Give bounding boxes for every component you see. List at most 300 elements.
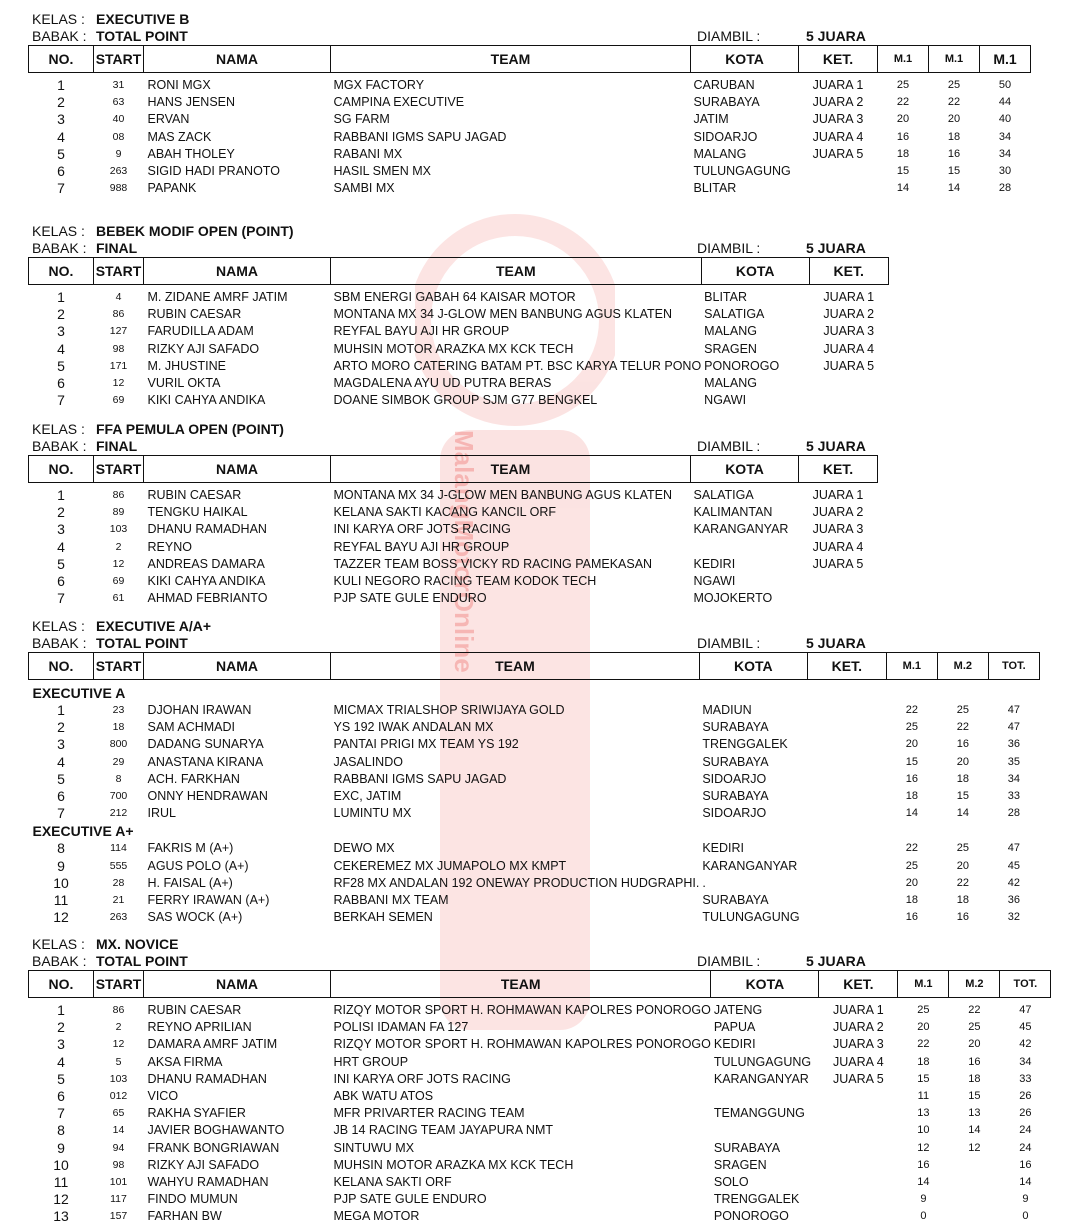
cell-ket <box>809 392 888 409</box>
cell-start: 988 <box>109 182 128 195</box>
table-row <box>29 1054 1051 1071</box>
cell-ket: JUARA 3 <box>812 522 864 537</box>
cell-no: 11 <box>53 1173 69 1190</box>
cell-kota: SALATIGA <box>693 488 754 503</box>
cell-m2: 18 <box>968 1072 981 1085</box>
table-row <box>29 180 1031 197</box>
cell-team: KELANA SAKTI ORF <box>333 1174 452 1189</box>
cell-total: 26 <box>1019 1090 1032 1103</box>
cell-nama: DHANU RAMADHAN <box>147 1071 267 1086</box>
table-row <box>29 146 1031 163</box>
cell-total: 44 <box>998 96 1012 109</box>
cell-ket: JUARA 2 <box>833 1020 884 1035</box>
watermark-text: MalangMotorOnline <box>449 430 479 673</box>
cell-nama: WAHYU RAMADHAN <box>147 1174 269 1189</box>
table-row <box>29 1191 1051 1208</box>
cell-team: RIZQY MOTOR SPORT H. ROHMAWAN KAPOLRES PONOROGO <box>333 1003 711 1018</box>
cell-team: TAZZER TEAM BOSS VICKY RD RACING PAMEKASAN <box>333 556 653 571</box>
cell-nama: FARUDILLA ADAM <box>147 324 254 339</box>
table-row <box>29 1002 1051 1019</box>
cell-m2: 12 <box>968 1141 981 1154</box>
cell-no: 5 <box>57 555 65 572</box>
table-row <box>29 487 878 504</box>
cell-ket <box>819 1088 898 1105</box>
diambil-label: DIAMBIL : <box>697 438 761 454</box>
cell-start: 800 <box>109 738 128 751</box>
table-row <box>29 289 889 306</box>
cell-no: 3 <box>57 521 65 538</box>
table-row <box>29 1140 1051 1157</box>
cell-m2: 16 <box>947 147 961 160</box>
kelas-value: MX. NOVICE <box>96 936 179 952</box>
header-kota: KOTA <box>701 258 809 285</box>
group-title: EXECUTIVE A+ <box>32 822 134 839</box>
cell-ket <box>819 1174 898 1191</box>
kelas-label: KELAS : <box>32 421 85 437</box>
cell-no: 2 <box>57 719 65 736</box>
cell-kota: MALANG <box>704 376 757 391</box>
table-row <box>29 77 1031 94</box>
cell-no: 6 <box>57 375 65 392</box>
cell-team: HRT GROUP <box>333 1054 409 1069</box>
cell-kota: MALANG <box>704 324 757 339</box>
cell-kota: KEDIRI <box>713 1037 756 1052</box>
cell-start: 08 <box>112 130 125 143</box>
header-kota: KOTA <box>699 653 807 680</box>
header-m2: M.2 <box>937 653 988 680</box>
header-no: NO. <box>29 971 94 998</box>
cell-kota: TRENGGALEK <box>702 737 788 752</box>
table-row <box>29 375 889 392</box>
table-row <box>29 1088 1051 1105</box>
cell-team: MGX FACTORY <box>333 78 425 93</box>
header-ket: KET. <box>807 653 886 680</box>
cell-nama: REYNO <box>147 539 192 554</box>
cell-no: 1 <box>57 487 65 504</box>
cell-kota: SURABAYA <box>702 892 769 907</box>
cell-nama: IRUL <box>147 806 176 821</box>
cell-team: BERKAH SEMEN <box>333 910 433 925</box>
cell-m1: 22 <box>905 842 918 855</box>
cell-start: 12 <box>112 1038 125 1051</box>
cell-team: JASALINDO <box>333 754 403 769</box>
cell-kota: KEDIRI <box>702 841 745 856</box>
diambil-value: 5 JUARA <box>806 28 866 44</box>
cell-start: 40 <box>112 113 125 126</box>
cell-kota: TRENGGALEK <box>713 1192 800 1207</box>
babak-value: TOTAL POINT <box>96 28 188 44</box>
cell-kota: PONOROGO <box>713 1209 789 1224</box>
cell-team: ARTO MORO CATERING BATAM PT. BSC KARYA TELUR PONO <box>333 358 702 373</box>
cell-total: 34 <box>998 130 1012 143</box>
cell-nama: SAM ACHMADI <box>147 720 236 735</box>
cell-no: 10 <box>53 874 69 891</box>
cell-start: 4 <box>115 291 122 304</box>
section-mx-novice <box>0 936 1080 1225</box>
cell-total: 47 <box>1019 1004 1032 1017</box>
table-row <box>29 1036 1051 1053</box>
cell-m2: 18 <box>956 772 969 785</box>
kelas-value: EXECUTIVE A/A+ <box>96 618 212 634</box>
cell-nama: VURIL OKTA <box>147 376 221 391</box>
table-row <box>29 892 1040 909</box>
cell-nama: DAMARA AMRF JATIM <box>147 1037 278 1052</box>
cell-total: 0 <box>1022 1210 1029 1223</box>
table-row <box>29 805 1040 822</box>
header-m1: M.1 <box>878 46 929 73</box>
cell-no: 5 <box>57 145 65 162</box>
cell-team: MONTANA MX 34 J-GLOW MEN BANBUNG AGUS KLATEN <box>333 488 672 503</box>
cell-nama: KIKI CAHYA ANDIKA <box>147 574 266 589</box>
table-row <box>29 163 1031 180</box>
header-no: NO. <box>29 46 94 73</box>
cell-ket <box>819 1191 898 1208</box>
cell-nama: H. FAISAL (A+) <box>147 875 233 890</box>
cell-m2: 14 <box>947 182 961 195</box>
cell-no: 2 <box>57 306 65 323</box>
cell-nama: FERRY IRAWAN (A+) <box>147 892 270 907</box>
cell-ket: JUARA 5 <box>823 358 875 373</box>
header-team: TEAM <box>331 971 711 998</box>
cell-m2: 14 <box>968 1124 981 1137</box>
cell-ket <box>807 805 886 822</box>
table-row <box>29 521 878 538</box>
table-row <box>29 392 889 409</box>
diambil-value: 5 JUARA <box>806 438 866 454</box>
table-row <box>29 539 878 556</box>
header-row <box>29 971 1051 998</box>
cell-team: SBM ENERGI GABAH 64 KAISAR MOTOR <box>333 290 576 305</box>
cell-ket <box>807 736 886 753</box>
cell-kota: SOLO <box>713 1174 749 1189</box>
cell-total: 28 <box>1007 807 1020 820</box>
header-ket: KET. <box>809 258 888 285</box>
cell-kota: SURABAYA <box>702 754 769 769</box>
cell-start: 157 <box>109 1210 128 1223</box>
section-meta <box>0 11 1080 45</box>
cell-start: 114 <box>110 842 127 855</box>
cell-nama: AGUS POLO (A+) <box>147 858 249 873</box>
cell-nama: FARHAN BW <box>147 1209 222 1224</box>
cell-no: 7 <box>57 392 65 409</box>
table-row <box>29 111 1031 128</box>
table-row <box>29 909 1040 926</box>
cell-kota: NGAWI <box>693 574 736 589</box>
cell-ket <box>809 375 888 392</box>
cell-m1: 25 <box>896 79 910 92</box>
cell-team: YS 192 IWAK ANDALAN MX <box>333 720 494 735</box>
cell-m2 <box>949 1191 1000 1208</box>
cell-m1: 25 <box>917 1004 930 1017</box>
cell-no: 4 <box>57 538 65 555</box>
cell-m2 <box>949 1208 1000 1225</box>
header-no: NO. <box>29 653 94 680</box>
cell-nama: DADANG SUNARYA <box>147 737 264 752</box>
cell-m2: 22 <box>956 721 969 734</box>
header-total: M.1 <box>980 46 1031 73</box>
table-row <box>29 840 1040 857</box>
results-table <box>28 257 889 409</box>
cell-m1: 11 <box>917 1090 930 1103</box>
cell-start: 65 <box>112 1107 125 1120</box>
cell-start: 28 <box>112 876 125 889</box>
table-row <box>29 129 1031 146</box>
cell-team: MUHSIN MOTOR ARAZKA MX KCK TECH <box>333 341 574 356</box>
table-row <box>29 306 889 323</box>
cell-no: 1 <box>57 77 65 94</box>
cell-m1: 16 <box>917 1158 930 1171</box>
cell-m2 <box>949 1157 1000 1174</box>
cell-start: 171 <box>109 359 128 372</box>
cell-start: 263 <box>109 165 128 178</box>
cell-kota: TULUNGAGUNG <box>693 164 791 179</box>
table-body <box>29 285 889 410</box>
header-m1: M.1 <box>886 653 937 680</box>
cell-m2: 16 <box>956 738 969 751</box>
table-header <box>29 653 1040 680</box>
cell-m1: 15 <box>917 1072 930 1085</box>
cell-no: 9 <box>57 1139 65 1156</box>
cell-nama: DHANU RAMADHAN <box>147 522 267 537</box>
cell-nama: ACH. FARKHAN <box>147 771 240 786</box>
cell-start: 117 <box>110 1193 127 1206</box>
cell-start: 2 <box>115 1021 122 1034</box>
cell-total: 30 <box>998 165 1012 178</box>
cell-start: 98 <box>112 1158 125 1171</box>
cell-nama: RUBIN CAESAR <box>147 307 242 322</box>
cell-m1: 20 <box>917 1021 930 1034</box>
cell-kota: TULUNGAGUNG <box>702 910 800 925</box>
babak-value: TOTAL POINT <box>96 635 188 651</box>
cell-kota <box>711 1088 819 1105</box>
cell-total: 36 <box>1007 893 1020 906</box>
cell-total: 40 <box>998 113 1012 126</box>
cell-start: 700 <box>109 790 128 803</box>
cell-total: 47 <box>1007 704 1020 717</box>
cell-no: 2 <box>57 94 65 111</box>
cell-ket: JUARA 1 <box>823 290 875 305</box>
kelas-label: KELAS : <box>32 618 85 634</box>
cell-ket: JUARA 3 <box>833 1037 884 1052</box>
cell-kota: SIDOARJO <box>702 771 767 786</box>
header-start: START <box>94 46 144 73</box>
cell-team: SINTUWU MX <box>333 1140 415 1155</box>
diambil-label: DIAMBIL : <box>697 240 761 256</box>
table-body <box>29 680 1040 927</box>
header-no: NO. <box>29 258 94 285</box>
kelas-value: EXECUTIVE B <box>96 11 190 27</box>
cell-ket: JUARA 3 <box>812 112 864 127</box>
cell-m1: 22 <box>896 96 910 109</box>
header-ket: KET. <box>799 46 878 73</box>
cell-m1: 18 <box>905 893 918 906</box>
diambil-label: DIAMBIL : <box>697 28 761 44</box>
table-row <box>29 858 1040 875</box>
cell-ket: JUARA 1 <box>833 1003 884 1018</box>
header-team: TEAM <box>331 456 691 483</box>
table-row <box>29 590 878 607</box>
cell-nama: SAS WOCK (A+) <box>147 910 243 925</box>
cell-ket: JUARA 1 <box>812 78 864 93</box>
cell-nama: ABAH THOLEY <box>147 146 235 161</box>
section-ffa-pemula-open <box>0 421 1080 607</box>
cell-no: 4 <box>57 753 65 770</box>
cell-no: 9 <box>57 857 65 874</box>
kelas-label: KELAS : <box>32 936 85 952</box>
cell-kota: SURABAYA <box>713 1140 781 1155</box>
results-table <box>28 652 1040 926</box>
cell-nama: MAS ZACK <box>147 129 212 144</box>
header-nama: NAMA <box>144 258 331 285</box>
cell-m2: 22 <box>956 876 969 889</box>
cell-ket <box>799 180 878 197</box>
cell-team: MAGDALENA AYU UD PUTRA BERAS <box>333 376 552 391</box>
cell-m1: 9 <box>920 1193 927 1206</box>
cell-m2: 20 <box>956 859 969 872</box>
cell-nama: VICO <box>147 1089 179 1104</box>
cell-no: 6 <box>57 788 65 805</box>
cell-team: JB 14 RACING TEAM JAYAPURA NMT <box>333 1123 553 1138</box>
header-row <box>29 258 889 285</box>
cell-total: 14 <box>1019 1175 1032 1188</box>
cell-kota: TEMANGGUNG <box>713 1106 805 1121</box>
cell-m2: 16 <box>968 1055 981 1068</box>
cell-no: 3 <box>57 1036 65 1053</box>
cell-ket: JUARA 2 <box>812 505 864 520</box>
cell-start: 103 <box>109 1072 128 1085</box>
cell-kota: MALANG <box>693 146 747 161</box>
header-nama: NAMA <box>144 971 331 998</box>
cell-total: 26 <box>1019 1107 1032 1120</box>
header-start: START <box>94 456 144 483</box>
babak-value: TOTAL POINT <box>96 953 188 969</box>
cell-m2: 15 <box>968 1090 981 1103</box>
cell-no: 7 <box>57 1105 65 1122</box>
cell-team: DEWO MX <box>333 841 395 856</box>
cell-total: 34 <box>1019 1055 1032 1068</box>
table-row <box>29 1019 1051 1036</box>
cell-m2: 20 <box>956 755 969 768</box>
cell-m1: 14 <box>917 1175 930 1188</box>
cell-kota: KEDIRI <box>693 556 736 571</box>
cell-team: HASIL SMEN MX <box>333 164 431 179</box>
cell-kota: JATIM <box>693 112 729 127</box>
table-row <box>29 323 889 340</box>
cell-team: MUHSIN MOTOR ARAZKA MX KCK TECH <box>333 1157 574 1172</box>
cell-kota: SRAGEN <box>704 341 757 356</box>
cell-nama: AHMAD FEBRIANTO <box>147 591 268 606</box>
header-nama: NAMA <box>144 456 331 483</box>
cell-team: PANTAI PRIGI MX TEAM YS 192 <box>333 737 519 752</box>
cell-nama: RAKHA SYAFIER <box>147 1106 246 1121</box>
cell-nama: FINDO MUMUN <box>147 1192 238 1207</box>
cell-kota <box>711 1122 819 1139</box>
table-row <box>29 94 1031 111</box>
cell-ket <box>819 1157 898 1174</box>
cell-start: 212 <box>109 807 128 820</box>
header-no: NO. <box>29 456 94 483</box>
cell-kota: BLITAR <box>704 290 748 305</box>
cell-start: 012 <box>109 1090 128 1103</box>
header-team: TEAM <box>331 653 700 680</box>
header-m2: M.1 <box>929 46 980 73</box>
cell-ket: JUARA 5 <box>812 146 864 161</box>
cell-m1: 10 <box>917 1124 930 1137</box>
diambil-label: DIAMBIL : <box>697 953 761 969</box>
group-row <box>29 684 1040 702</box>
babak-label: BABAK : <box>32 635 87 651</box>
cell-start: 8 <box>115 772 122 785</box>
cell-team: MEGA MOTOR <box>333 1209 420 1224</box>
table-header <box>29 46 1031 73</box>
cell-m1: 18 <box>917 1055 930 1068</box>
cell-total: 42 <box>1019 1038 1032 1051</box>
cell-m2: 20 <box>947 113 961 126</box>
cell-nama: KIKI CAHYA ANDIKA <box>147 393 266 408</box>
cell-start: 101 <box>109 1175 128 1188</box>
cell-ket <box>819 1140 898 1157</box>
cell-ket <box>807 858 886 875</box>
table-row <box>29 504 878 521</box>
cell-ket <box>807 788 886 805</box>
header-kota: KOTA <box>691 46 799 73</box>
group-row <box>29 822 1040 840</box>
cell-nama: HANS JENSEN <box>147 95 236 110</box>
cell-no: 6 <box>57 573 65 590</box>
cell-m1: 20 <box>905 876 918 889</box>
kelas-label: KELAS : <box>32 223 85 239</box>
table-row <box>29 736 1040 753</box>
section-meta <box>0 936 1080 970</box>
cell-start: 98 <box>112 342 125 355</box>
cell-team: CEKEREMEZ MX JUMAPOLO MX KMPT <box>333 858 567 873</box>
cell-ket <box>819 1122 898 1139</box>
cell-m2: 14 <box>956 807 969 820</box>
cell-m2: 18 <box>956 893 969 906</box>
header-team: TEAM <box>331 258 702 285</box>
table-header <box>29 971 1051 998</box>
cell-kota: CARUBAN <box>693 78 755 93</box>
babak-label: BABAK : <box>32 438 87 454</box>
cell-ket <box>807 754 886 771</box>
cell-start: 21 <box>112 893 125 906</box>
cell-m2: 25 <box>968 1021 981 1034</box>
header-row <box>29 653 1040 680</box>
cell-start: 12 <box>112 557 125 570</box>
cell-start: 103 <box>109 523 128 536</box>
cell-ket <box>807 702 886 719</box>
cell-m1: 13 <box>917 1107 930 1120</box>
cell-start: 31 <box>112 79 125 92</box>
cell-kota: SRAGEN <box>713 1157 767 1172</box>
cell-m2: 25 <box>947 79 961 92</box>
cell-ket: JUARA 4 <box>812 539 864 554</box>
cell-m1: 22 <box>917 1038 930 1051</box>
cell-nama: M. JHUSTINE <box>147 358 226 373</box>
cell-kota: SURABAYA <box>702 789 769 804</box>
cell-ket <box>807 771 886 788</box>
table-row <box>29 1105 1051 1122</box>
cell-no: 7 <box>57 805 65 822</box>
cell-ket <box>807 909 886 926</box>
cell-team: CAMPINA EXECUTIVE <box>333 95 465 110</box>
cell-m2: 15 <box>956 790 969 803</box>
diambil-value: 5 JUARA <box>806 635 866 651</box>
cell-start: 69 <box>112 394 125 407</box>
header-total: TOT. <box>988 653 1039 680</box>
cell-m1: 15 <box>905 755 918 768</box>
kelas-label: KELAS : <box>32 11 85 27</box>
